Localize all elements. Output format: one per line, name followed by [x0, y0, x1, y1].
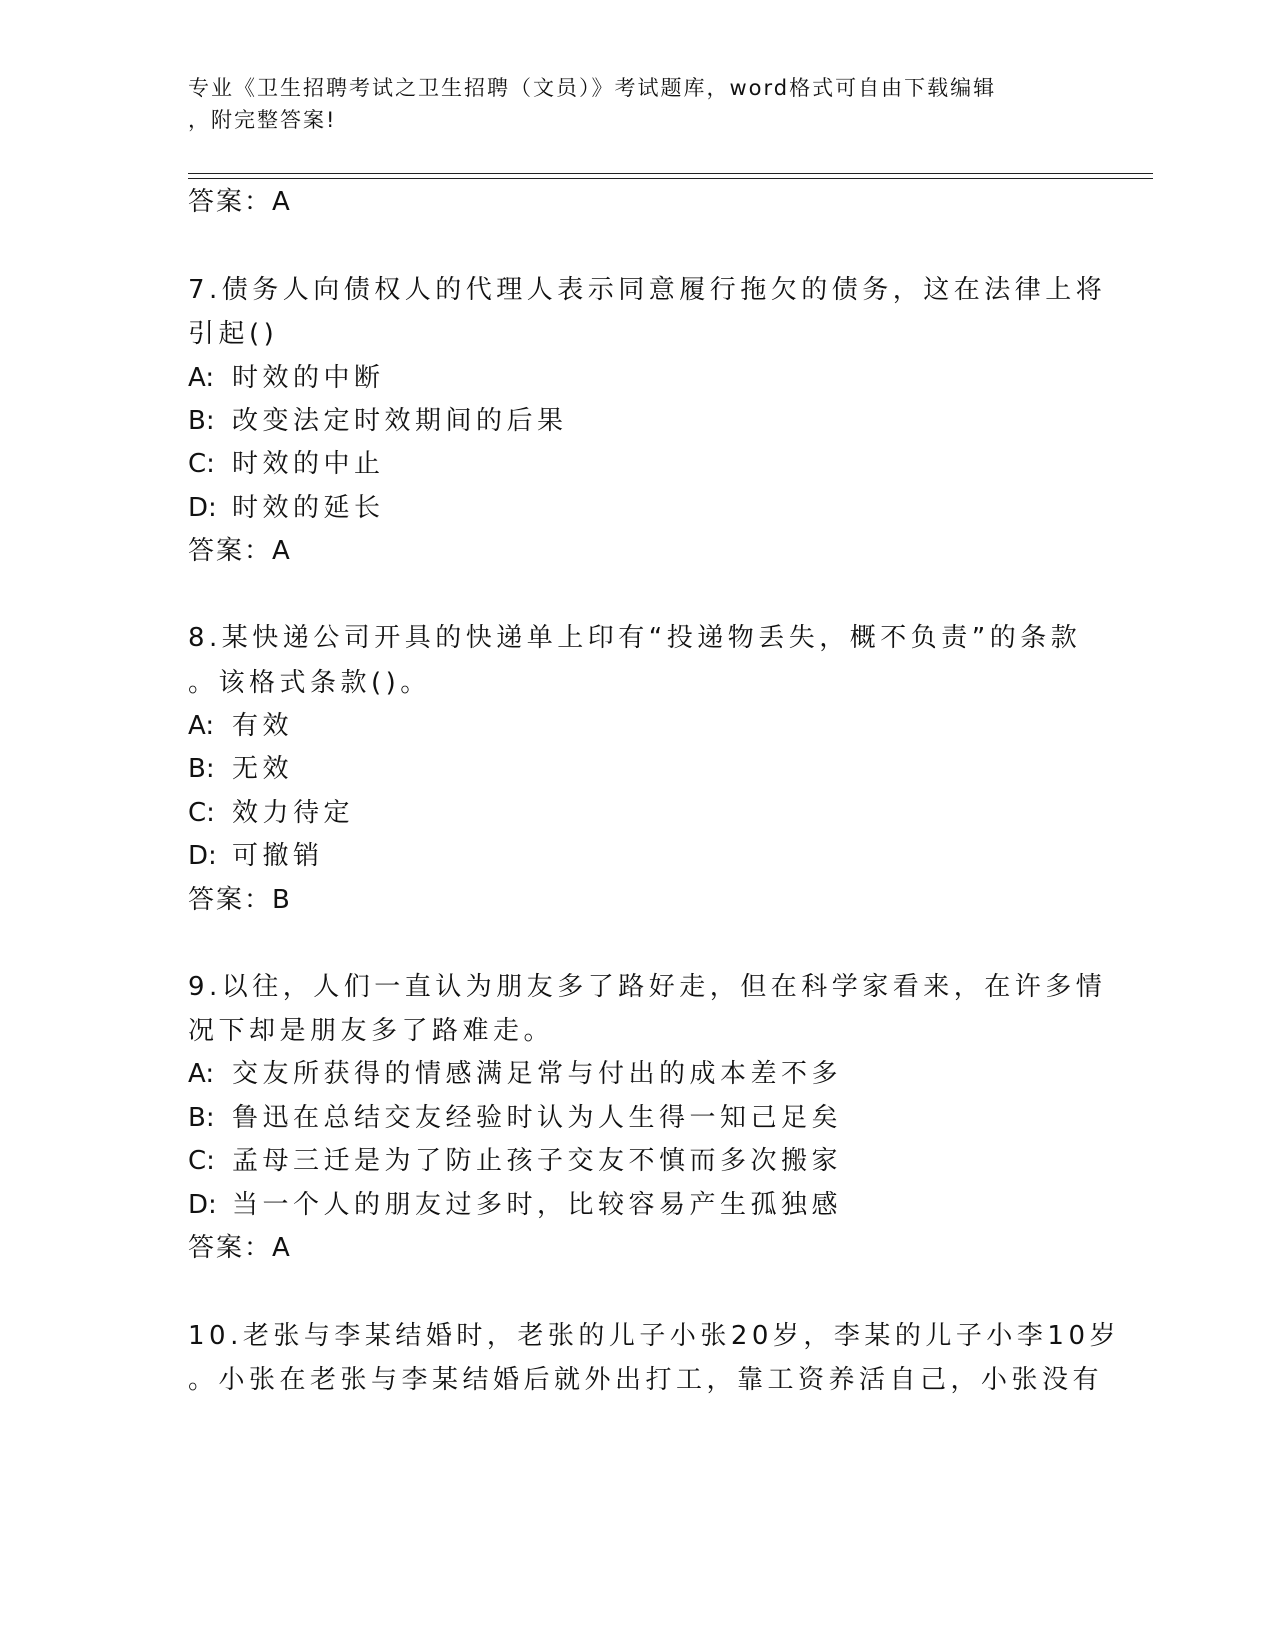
option-label: B:	[188, 754, 215, 784]
q10-stem-line-2: 。小张在老张与李某结婚后就外出打工，靠工资养活自己，小张没有	[188, 1365, 1104, 1395]
option-label: B:	[188, 406, 215, 436]
q8-stem-line-2: 。该格式条款()。	[188, 668, 431, 698]
option-text: 时效的中断	[232, 363, 385, 393]
option-label: C:	[188, 449, 215, 479]
answer-previous: 答案：A	[188, 187, 292, 217]
option-text: 有效	[232, 711, 294, 741]
q9-answer: 答案：A	[188, 1233, 292, 1263]
q10-stem-line-1: 10.老张与李某结婚时，老张的儿子小张20岁，李某的儿子小李10岁	[188, 1321, 1121, 1351]
option-label: A:	[188, 711, 215, 741]
q7-option-c	[188, 446, 385, 482]
option-text: 鲁迅在总结交友经验时认为人生得一知己足矣	[232, 1103, 843, 1133]
option-text: 改变法定时效期间的后果	[232, 406, 568, 436]
option-text: 当一个人的朋友过多时，比较容易产生孤独感	[232, 1190, 843, 1220]
q9-option-d	[188, 1187, 842, 1223]
q8-option-c	[188, 795, 354, 831]
header-line-2: ，附完整答案!	[188, 108, 337, 132]
option-text: 交友所获得的情感满足常与付出的成本差不多	[232, 1059, 843, 1089]
header-rule-bottom	[188, 178, 1153, 179]
q9-option-c	[188, 1143, 842, 1179]
header-line-1: 专业《卫生招聘考试之卫生招聘（文员）》考试题库，word格式可自由下载编辑	[188, 76, 997, 100]
option-text: 时效的中止	[232, 449, 385, 479]
option-label: D:	[188, 1190, 217, 1220]
q7-answer: 答案：A	[188, 536, 292, 566]
q9-stem-line-2: 况下却是朋友多了路难走。	[188, 1016, 555, 1046]
q7-option-a	[188, 360, 385, 396]
option-label: A:	[188, 363, 215, 393]
q8-stem-line-1: 8.某快递公司开具的快递单上印有“投递物丢失，概不负责”的条款	[188, 623, 1082, 653]
option-label: C:	[188, 1146, 215, 1176]
option-text: 效力待定	[232, 798, 355, 828]
q7-stem-line-1: 7.债务人向债权人的代理人表示同意履行拖欠的债务，这在法律上将	[188, 275, 1107, 305]
option-label: C:	[188, 798, 215, 828]
option-text: 孟母三迁是为了防止孩子交友不慎而多次搬家	[232, 1146, 843, 1176]
q9-stem-line-1: 9.以往，人们一直认为朋友多了路好走，但在科学家看来，在许多情	[188, 972, 1107, 1002]
option-text: 无效	[232, 754, 294, 784]
q7-option-d	[188, 490, 385, 526]
q9-option-a	[188, 1056, 842, 1092]
option-label: D:	[188, 493, 217, 523]
q8-answer: 答案：B	[188, 885, 292, 915]
option-text: 时效的延长	[232, 493, 385, 523]
header-rule-top	[188, 173, 1153, 174]
q7-option-b	[188, 403, 568, 439]
q8-option-d	[188, 838, 324, 874]
q8-option-b	[188, 751, 293, 787]
option-label: D:	[188, 841, 217, 871]
q8-option-a	[188, 708, 293, 744]
option-label: B:	[188, 1103, 215, 1133]
option-label: A:	[188, 1059, 215, 1089]
q7-stem-line-2: 引起()	[188, 319, 279, 349]
q9-option-b	[188, 1100, 842, 1136]
option-text: 可撤销	[232, 841, 324, 871]
